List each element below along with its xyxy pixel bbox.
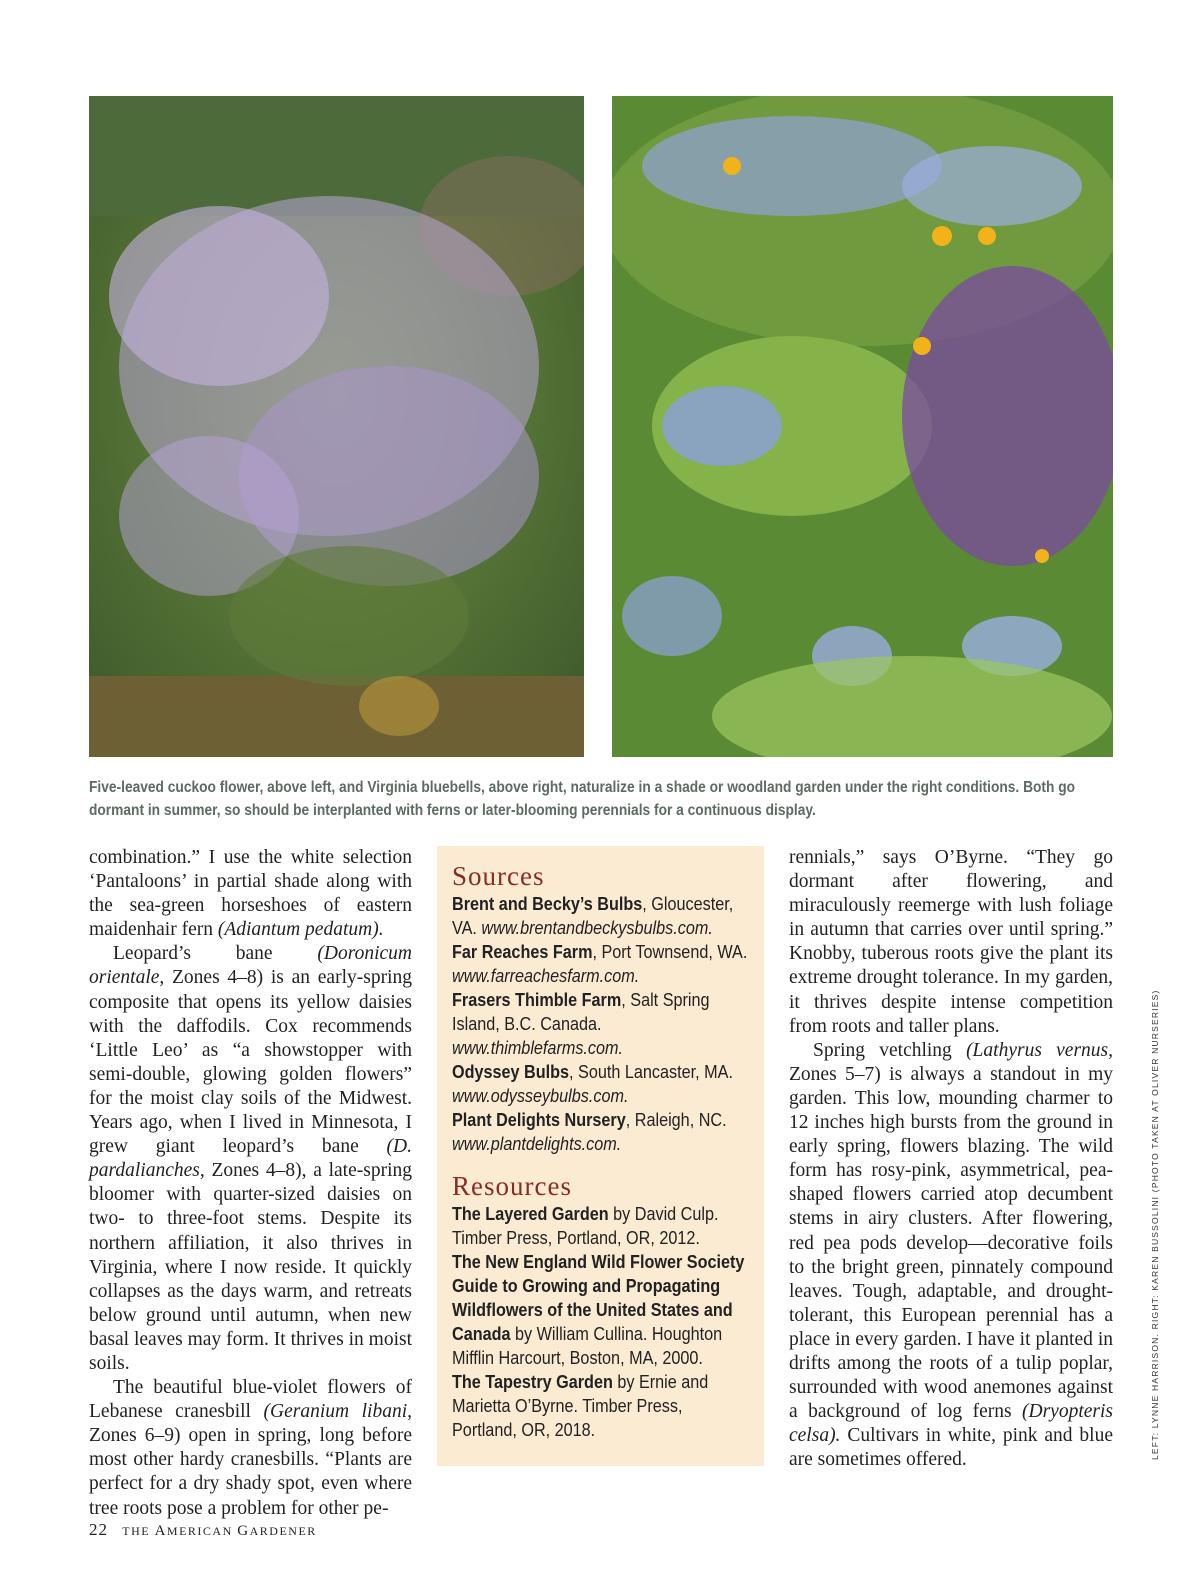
latin-name: (Lathyrus vernus, — [966, 1039, 1114, 1061]
text-run: THE — [122, 1524, 155, 1538]
book-details: by William Cullina. Houghton Mifflin Harcourt, Boston, MA, 2000. — [452, 1324, 723, 1368]
book-details: by David Culp. Timber Press, Portland, OR, 2012. — [452, 1204, 719, 1248]
source-url[interactable]: www.thimblefarms.com. — [452, 1038, 624, 1058]
text-run: combination.” I use the white selection ‘Pantaloons’ in partial shade along with the sea-green horseshoes of eastern maidenhair fern — [89, 847, 412, 941]
text-run: Zones 4–8), a late-spring bloomer with quarter-sized daisies on two- to three-foot stems. Despite its northern affiliation, it also thrives in Virginia, where I now reside. It quickly collapses as the days warm, and retreats below ground until autumn, when new basal leaves may form. It thrives in moist soils. — [89, 1160, 412, 1374]
text-run: Cultivars in white, pink and blue are sometimes offered. — [789, 1425, 1113, 1471]
resource-entry — [452, 1202, 752, 1250]
source-entry — [452, 940, 752, 988]
source-url[interactable]: www.brentandbeckysbulbs.com. — [481, 918, 713, 938]
source-name: Frasers Thimble Farm — [452, 990, 622, 1010]
text-run: A — [154, 1523, 167, 1539]
page-number: 22 — [89, 1520, 108, 1539]
photo-virginia-bluebells — [612, 96, 1113, 757]
latin-name: (D. pardalianches, — [89, 1136, 412, 1182]
source-location: , South Lancaster, MA. — [569, 1062, 733, 1082]
body-column-left — [89, 846, 412, 1521]
text-run: Zones 4–8) is an early-spring composite that opens its yellow daisies with the daffodils. Cox recommends ‘Little Leo’ as “a showstopper with semi-double, glowing golden flowers” for the moist clay soils of the Midwest. Years ago, when I lived in Minnesota, I grew giant leopard’s bane — [89, 967, 412, 1158]
paragraph — [789, 1039, 1113, 1473]
source-entry — [452, 988, 752, 1060]
source-location: , Raleigh, NC. — [625, 1110, 727, 1130]
sources-heading: Sources — [452, 861, 545, 891]
photo-cuckoo-flower — [89, 96, 584, 757]
source-entry — [452, 892, 752, 940]
paragraph — [89, 942, 412, 1376]
text-run: G — [237, 1523, 250, 1539]
book-details: by Ernie and Marietta O’Byrne. Timber Press, Portland, OR, 2018. — [452, 1372, 709, 1440]
text-run: Spring vetchling — [813, 1039, 967, 1061]
source-entry — [452, 1060, 752, 1108]
latin-name: (Adiantum pedatum). — [217, 919, 384, 941]
paragraph — [89, 846, 412, 942]
source-name: Far Reaches Farm — [452, 942, 593, 962]
text-run: Zones 5–7) is always a standout in my garden. This low, mounding charmer to 12 inches high bursts from the ground in early spring, flowers blazing. The wild form has rosy-pink, asymmetrical, pea-shaped flowers carried atop decumbent stems in airy clusters. After flowering, red pea pods develop—decorative foils to the bright green, pinnately compound leaves. Tough, adaptable, and drought-tolerant, this European perennial has a place in every garden. I have it planted in drifts among the roots of a tulip poplar, surrounded with wood anemones against a background of log ferns — [789, 1063, 1113, 1423]
source-location: , Port Townsend, WA. — [592, 942, 748, 962]
source-name: Brent and Becky’s Bulbs — [452, 894, 643, 914]
sources-list — [452, 892, 752, 1156]
source-name: Odyssey Bulbs — [452, 1062, 570, 1082]
resource-entry — [452, 1250, 752, 1370]
paragraph: rennials,” says O’Byrne. “They go dormant after flowering, and miraculously reemerge with lush foliage in autumn that carries over until spring.” Knobby, tuberous roots give the plant its extreme drought tolerance. In my garden, it thrives despite intense competition from roots and taller plans. — [789, 847, 1113, 1037]
paragraph — [89, 1376, 412, 1521]
latin-name: (Dryopteris celsa). — [789, 1401, 1113, 1447]
book-title: The New England Wild Flower Society Guide to Growing and Propagating Wildflowers of the United States and Canada — [452, 1252, 745, 1344]
source-name: Plant Delights Nursery — [452, 1110, 626, 1130]
source-url[interactable]: www.odysseybulbs.com. — [452, 1086, 629, 1106]
book-title: The Tapestry Garden — [452, 1372, 613, 1392]
source-entry — [452, 1108, 752, 1156]
source-url[interactable]: www.farreachesfarm.com. — [452, 966, 640, 986]
resources-heading: Resources — [452, 1171, 572, 1201]
text-run: Leopard’s bane — [113, 943, 318, 965]
resources-list — [452, 1202, 752, 1442]
sources-sidebar — [437, 846, 764, 1466]
text-run: The beautiful blue-violet flowers of Lebanese cranesbill — [89, 1377, 412, 1423]
book-title: The Layered Garden — [452, 1204, 609, 1224]
photo-credit: LEFT: LYNNE HARRISON. RIGHT: KAREN BUSSOLINI (PHOTO TAKEN AT OLIVER NURSERIES) — [1150, 989, 1160, 1460]
photo-caption: Five-leaved cuckoo flower, above left, and Virginia bluebells, above right, naturalize in a shade or woodland garden under the right conditions. Both go dormant in summer, so should be interplanted with ferns or later-blooming perennials for a continuous display. — [89, 779, 1076, 819]
text-run: ARDENER — [249, 1524, 317, 1538]
resource-entry — [452, 1370, 752, 1442]
latin-name: (Doronicum orientale, — [89, 943, 412, 989]
source-location: , Gloucester, VA. — [452, 894, 734, 938]
text-run: MERICAN — [166, 1524, 238, 1538]
body-column-right — [789, 846, 1113, 1472]
source-location: , Salt Spring Island, B.C. Canada. — [452, 990, 710, 1034]
latin-name: (Geranium libani, — [263, 1401, 413, 1423]
source-url[interactable]: www.plantdelights.com. — [452, 1134, 622, 1154]
page-footer — [89, 1520, 317, 1540]
magazine-name — [122, 1524, 317, 1538]
text-run: Zones 6–9) open in spring, long before most other hardy cranesbills. “Plants are perfect for a dry shady spot, even where tree roots pose a problem for other pe- — [89, 1425, 412, 1519]
